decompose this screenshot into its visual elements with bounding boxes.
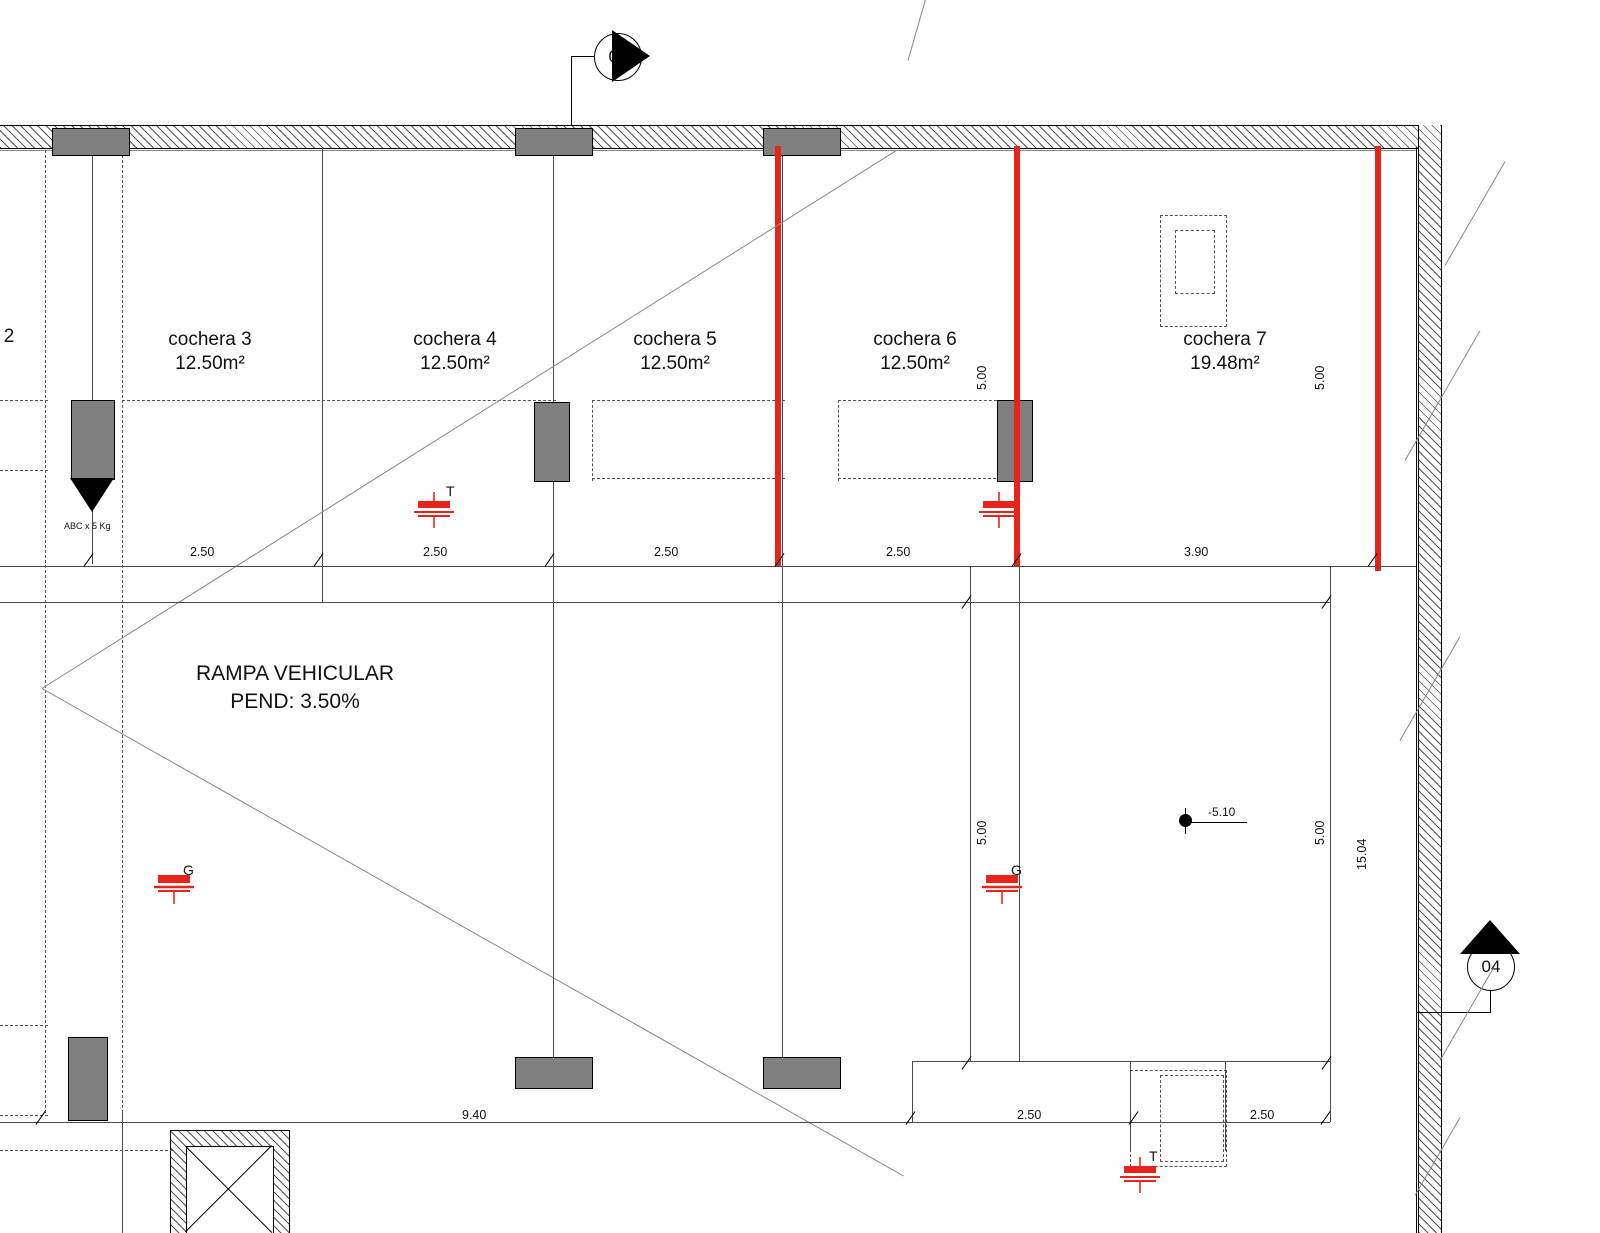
grid-line-stall-back xyxy=(0,602,1330,603)
label-cochera-5 xyxy=(575,328,775,376)
dim-vert-inner-bottom: 5.00 xyxy=(975,820,989,845)
lower-vertical-line-3 xyxy=(122,1110,123,1233)
grid-line-upper-dim xyxy=(0,566,1416,567)
grid-line-vert-inner-2 xyxy=(1019,566,1020,1061)
lower-vertical-line-1 xyxy=(553,602,554,1057)
wall-inner-face-right xyxy=(1416,147,1417,1233)
level-marker-leader xyxy=(1185,822,1247,823)
cut-line-top-right xyxy=(908,0,945,61)
ramp-line-1: RAMPA VEHICULAR xyxy=(196,662,394,685)
detector-2 xyxy=(977,492,1023,537)
stall-dashed-top-5 xyxy=(592,400,785,401)
label-partial-left: 2 xyxy=(3,326,15,347)
stall-dashed-vert-5 xyxy=(592,400,593,481)
dim-lower-3: 2.50 xyxy=(1250,1108,1275,1122)
column-bottom-1 xyxy=(515,1057,593,1089)
marker-04-label: 04 xyxy=(1481,957,1501,976)
dim-vert-right-total: 15.04 xyxy=(1355,838,1369,870)
cochera-3-name: cochera 3 xyxy=(168,329,252,350)
ramp-diagonal-lower xyxy=(42,688,904,1176)
marker-04-arrow-icon xyxy=(1460,920,1520,954)
stall-dashed-top-6 xyxy=(838,400,1022,401)
marker-05-leader xyxy=(571,56,572,126)
column-mid-center xyxy=(534,402,570,482)
grid-line-vert-bottom-1 xyxy=(1130,1061,1131,1151)
detector-icon xyxy=(977,492,1023,532)
lower-dashed-line xyxy=(0,1150,173,1151)
cochera-7-area: 19.48m² xyxy=(1190,353,1260,374)
detector-G-2-label: G xyxy=(1011,862,1022,878)
stall-dashed-bottom-left xyxy=(0,1025,48,1026)
cochera-4-name: cochera 4 xyxy=(413,329,497,350)
dim-upper-2: 2.50 xyxy=(423,545,448,559)
stall-dashed-mid-5 xyxy=(592,478,785,479)
stall-dashed-boundary-left xyxy=(45,150,46,1113)
grid-line-vert-right-dim xyxy=(1330,566,1331,1122)
column-bottom-left xyxy=(68,1037,108,1121)
cochera-6-name: cochera 6 xyxy=(873,329,957,350)
dim-upper-3: 2.50 xyxy=(654,545,679,559)
stall-dashed-left-edge xyxy=(0,470,48,471)
wall-inner-face-top xyxy=(0,150,1416,151)
stall-dashed-top-3 xyxy=(122,400,325,401)
dim-tick-v2 xyxy=(962,1056,972,1070)
exterior-wall-top xyxy=(0,125,1440,149)
stall-dashed-mid-6 xyxy=(838,478,1001,479)
marker-05-leader-h xyxy=(571,56,596,57)
cochera-5-name: cochera 5 xyxy=(633,329,717,350)
marker-05-label: 05 xyxy=(608,47,628,66)
red-partition-1 xyxy=(775,146,781,566)
cochera-5-area: 12.50m² xyxy=(640,353,710,374)
stall-dashed-left-edge-2 xyxy=(0,400,48,401)
grid-line-vert-bottom-2 xyxy=(1225,1061,1226,1151)
cochera-6-area: 12.50m² xyxy=(880,353,950,374)
column-top-2 xyxy=(515,128,593,156)
dim-upper-1: 2.50 xyxy=(190,545,215,559)
detector-G-1-label: G xyxy=(183,862,194,878)
level-marker-label: -5.10 xyxy=(1208,805,1236,819)
shaft-outline-inner-top xyxy=(1175,230,1215,294)
detector-T-2-label: T xyxy=(1149,1148,1158,1164)
stall-divider-2 xyxy=(322,147,323,602)
stall-dashed-boundary-a xyxy=(122,150,123,1113)
label-cochera-3 xyxy=(110,328,310,376)
exterior-wall-right xyxy=(1418,125,1442,1233)
cochera-3-area: 12.50m² xyxy=(175,353,245,374)
label-cochera-4 xyxy=(355,328,555,376)
marker-05-arrow-icon xyxy=(612,30,650,82)
dim-lower-2: 2.50 xyxy=(1017,1108,1042,1122)
dim-upper-4: 2.50 xyxy=(886,545,911,559)
extinguisher-arrow-icon xyxy=(70,478,114,512)
cut-line-right-1 xyxy=(1445,161,1506,265)
stall-divider-4 xyxy=(782,147,783,602)
cochera-7-name: cochera 7 xyxy=(1183,329,1267,350)
extinguisher-bracket xyxy=(71,400,113,478)
red-partition-3 xyxy=(1375,146,1381,571)
stall-dashed-top-4 xyxy=(322,400,556,401)
lower-vertical-line-2 xyxy=(782,602,783,1057)
marker-04-leader-h xyxy=(1416,1012,1491,1013)
stall-dashed-vert-6 xyxy=(838,400,839,481)
dim-vert-right-mid: 5.00 xyxy=(1313,820,1327,845)
column-top-1 xyxy=(52,128,130,156)
grid-line-vert-inner-1 xyxy=(970,566,971,1061)
cochera-4-area: 12.50m² xyxy=(420,353,490,374)
detector-T-1-label: T xyxy=(446,483,455,499)
ramp-diagonal-upper xyxy=(42,150,897,689)
label-cochera-7 xyxy=(1115,328,1335,376)
dim-upper-5: 3.90 xyxy=(1184,545,1209,559)
shaft-outline-inner-bottom xyxy=(1160,1075,1224,1162)
dim-vert-right-top: 5.00 xyxy=(1313,365,1327,390)
level-marker-stem xyxy=(1185,808,1186,834)
ramp-label xyxy=(130,660,460,716)
extinguisher-label: ABC x 5 Kg xyxy=(64,521,111,531)
grid-line-lower xyxy=(912,1061,1330,1062)
ramp-line-2: PEND: 3.50% xyxy=(230,690,360,713)
dim-vert-inner-top: 5.00 xyxy=(975,365,989,390)
dim-lower-1: 9.40 xyxy=(462,1108,487,1122)
column-bottom-2 xyxy=(763,1057,841,1089)
